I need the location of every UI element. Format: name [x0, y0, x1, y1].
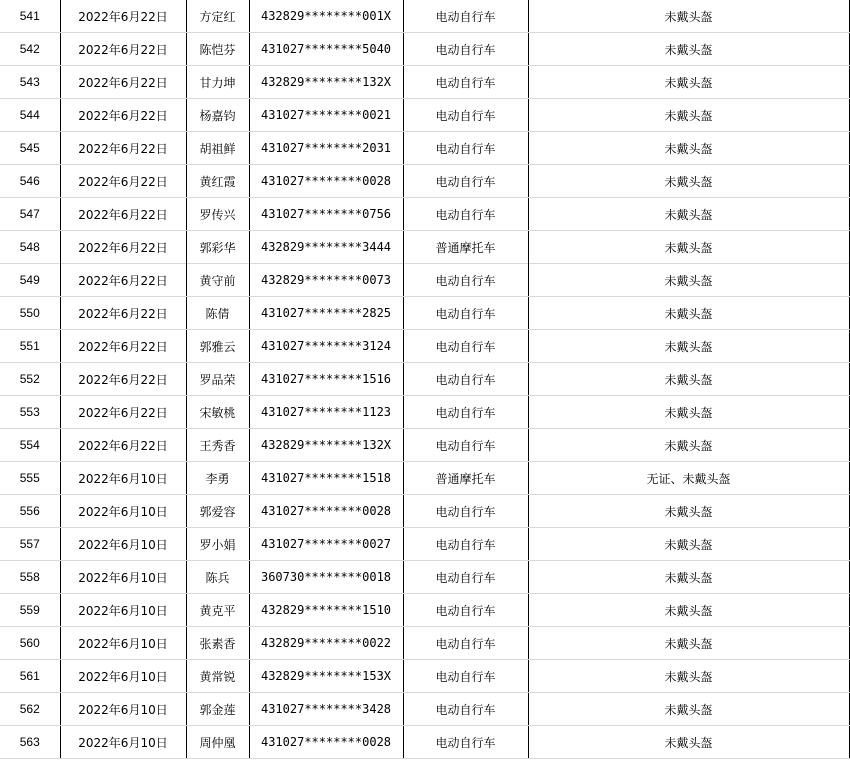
cell-violation[interactable]: 未戴头盔 [528, 132, 849, 165]
cell-person-name[interactable]: 郭爱容 [186, 495, 249, 528]
cell-record-number[interactable]: 562 [0, 693, 60, 726]
cell-violation[interactable]: 未戴头盔 [528, 330, 849, 363]
cell-person-name[interactable]: 陈倩 [186, 297, 249, 330]
cell-violation[interactable]: 未戴头盔 [528, 33, 849, 66]
cell-id-number[interactable]: 360730********0018 [249, 561, 403, 594]
cell-record-number[interactable]: 558 [0, 561, 60, 594]
cell-date[interactable]: 2022年6月10日 [60, 726, 186, 759]
cell-record-number[interactable]: 548 [0, 231, 60, 264]
cell-person-name[interactable]: 黄守前 [186, 264, 249, 297]
cell-person-name[interactable]: 李勇 [186, 462, 249, 495]
cell-id-number[interactable]: 431027********1123 [249, 396, 403, 429]
cell-vehicle-type[interactable]: 普通摩托车 [403, 231, 528, 264]
cell-record-number[interactable]: 557 [0, 528, 60, 561]
cell-violation[interactable]: 无证、未戴头盔 [528, 462, 849, 495]
cell-violation[interactable]: 未戴头盔 [528, 561, 849, 594]
table-row [0, 231, 849, 264]
cell-id-number[interactable]: 432829********0073 [249, 264, 403, 297]
cell-violation[interactable]: 未戴头盔 [528, 396, 849, 429]
cell-record-number[interactable]: 554 [0, 429, 60, 462]
cell-record-number[interactable]: 552 [0, 363, 60, 396]
cell-violation[interactable]: 未戴头盔 [528, 198, 849, 231]
cell-vehicle-type[interactable]: 电动自行车 [403, 297, 528, 330]
cell-person-name[interactable]: 甘力坤 [186, 66, 249, 99]
cell-vehicle-type[interactable]: 电动自行车 [403, 264, 528, 297]
cell-date[interactable]: 2022年6月22日 [60, 99, 186, 132]
cell-vehicle-type[interactable]: 电动自行车 [403, 693, 528, 726]
cell-record-number[interactable]: 553 [0, 396, 60, 429]
table-row [0, 363, 849, 396]
cell-date[interactable]: 2022年6月10日 [60, 627, 186, 660]
cell-record-number[interactable]: 556 [0, 495, 60, 528]
cell-date[interactable]: 2022年6月10日 [60, 693, 186, 726]
cell-id-number[interactable]: 431027********0021 [249, 99, 403, 132]
table-row [0, 165, 849, 198]
cell-person-name[interactable]: 黄克平 [186, 594, 249, 627]
cell-vehicle-type[interactable]: 电动自行车 [403, 99, 528, 132]
table-row [0, 33, 849, 66]
cell-violation[interactable]: 未戴头盔 [528, 594, 849, 627]
table-row [0, 99, 849, 132]
cell-vehicle-type[interactable]: 电动自行车 [403, 165, 528, 198]
cell-vehicle-type[interactable]: 电动自行车 [403, 0, 528, 33]
cell-vehicle-type[interactable]: 电动自行车 [403, 66, 528, 99]
cell-record-number[interactable]: 546 [0, 165, 60, 198]
cell-vehicle-type[interactable]: 电动自行车 [403, 198, 528, 231]
cell-vehicle-type[interactable]: 普通摩托车 [403, 462, 528, 495]
cell-vehicle-type[interactable]: 电动自行车 [403, 429, 528, 462]
cell-id-number[interactable]: 431027********0756 [249, 198, 403, 231]
cell-vehicle-type[interactable]: 电动自行车 [403, 660, 528, 693]
cell-violation[interactable]: 未戴头盔 [528, 66, 849, 99]
table-row [0, 594, 849, 627]
cell-violation[interactable]: 未戴头盔 [528, 429, 849, 462]
cell-person-name[interactable]: 王秀香 [186, 429, 249, 462]
cell-record-number[interactable]: 545 [0, 132, 60, 165]
table-row [0, 660, 849, 693]
cell-record-number[interactable]: 550 [0, 297, 60, 330]
table-row [0, 462, 849, 495]
table-row [0, 330, 849, 363]
cell-id-number[interactable]: 431027********3428 [249, 693, 403, 726]
cell-date[interactable]: 2022年6月10日 [60, 594, 186, 627]
cell-person-name[interactable]: 陈兵 [186, 561, 249, 594]
cell-date[interactable]: 2022年6月22日 [60, 33, 186, 66]
cell-person-name[interactable]: 罗传兴 [186, 198, 249, 231]
cell-id-number[interactable]: 431027********0028 [249, 165, 403, 198]
cell-id-number[interactable]: 431027********0028 [249, 495, 403, 528]
cell-id-number[interactable]: 432829********132X [249, 429, 403, 462]
cell-vehicle-type[interactable]: 电动自行车 [403, 495, 528, 528]
cell-date[interactable]: 2022年6月10日 [60, 462, 186, 495]
cell-violation[interactable]: 未戴头盔 [528, 0, 849, 33]
cell-vehicle-type[interactable]: 电动自行车 [403, 396, 528, 429]
cell-vehicle-type[interactable]: 电动自行车 [403, 594, 528, 627]
cell-id-number[interactable]: 431027********2825 [249, 297, 403, 330]
cell-id-number[interactable]: 431027********0028 [249, 726, 403, 759]
cell-violation[interactable]: 未戴头盔 [528, 363, 849, 396]
table-row [0, 297, 849, 330]
cell-violation[interactable]: 未戴头盔 [528, 693, 849, 726]
cell-date[interactable]: 2022年6月22日 [60, 132, 186, 165]
cell-person-name[interactable]: 郭金莲 [186, 693, 249, 726]
cell-record-number[interactable]: 555 [0, 462, 60, 495]
cell-id-number[interactable]: 431027********1518 [249, 462, 403, 495]
cell-violation[interactable]: 未戴头盔 [528, 297, 849, 330]
cell-person-name[interactable]: 罗小娟 [186, 528, 249, 561]
cell-vehicle-type[interactable]: 电动自行车 [403, 33, 528, 66]
cell-record-number[interactable]: 561 [0, 660, 60, 693]
cell-date[interactable]: 2022年6月22日 [60, 0, 186, 33]
cell-date[interactable]: 2022年6月22日 [60, 429, 186, 462]
table-row [0, 726, 849, 759]
table-row [0, 396, 849, 429]
cell-violation[interactable]: 未戴头盔 [528, 627, 849, 660]
cell-vehicle-type[interactable]: 电动自行车 [403, 363, 528, 396]
cell-violation[interactable]: 未戴头盔 [528, 231, 849, 264]
cell-date[interactable]: 2022年6月22日 [60, 297, 186, 330]
cell-id-number[interactable]: 432829********153X [249, 660, 403, 693]
cell-person-name[interactable]: 黄红霞 [186, 165, 249, 198]
cell-person-name[interactable]: 陈恺芬 [186, 33, 249, 66]
cell-date[interactable]: 2022年6月22日 [60, 66, 186, 99]
cell-record-number[interactable]: 560 [0, 627, 60, 660]
cell-violation[interactable]: 未戴头盔 [528, 495, 849, 528]
cell-id-number[interactable]: 432829********132X [249, 66, 403, 99]
cell-vehicle-type[interactable]: 电动自行车 [403, 528, 528, 561]
cell-person-name[interactable]: 杨嘉钧 [186, 99, 249, 132]
cell-record-number[interactable]: 542 [0, 33, 60, 66]
cell-date[interactable]: 2022年6月22日 [60, 330, 186, 363]
cell-date[interactable]: 2022年6月10日 [60, 495, 186, 528]
cell-date[interactable]: 2022年6月10日 [60, 561, 186, 594]
cell-vehicle-type[interactable]: 电动自行车 [403, 726, 528, 759]
table-row [0, 429, 849, 462]
cell-record-number[interactable]: 544 [0, 99, 60, 132]
cell-vehicle-type[interactable]: 电动自行车 [403, 330, 528, 363]
cell-id-number[interactable]: 432829********001X [249, 0, 403, 33]
table-row [0, 627, 849, 660]
cell-person-name[interactable]: 罗品荣 [186, 363, 249, 396]
cell-person-name[interactable]: 周仲凰 [186, 726, 249, 759]
cell-record-number[interactable]: 549 [0, 264, 60, 297]
table-row [0, 264, 849, 297]
cell-violation[interactable]: 未戴头盔 [528, 528, 849, 561]
cell-violation[interactable]: 未戴头盔 [528, 726, 849, 759]
cell-person-name[interactable]: 胡祖鲜 [186, 132, 249, 165]
cell-id-number[interactable]: 431027********2031 [249, 132, 403, 165]
cell-id-number[interactable]: 431027********3124 [249, 330, 403, 363]
table-row [0, 693, 849, 726]
cell-violation[interactable]: 未戴头盔 [528, 99, 849, 132]
cell-record-number[interactable]: 559 [0, 594, 60, 627]
cell-violation[interactable]: 未戴头盔 [528, 165, 849, 198]
table-row [0, 0, 849, 33]
cell-person-name[interactable]: 郭雅云 [186, 330, 249, 363]
table-row [0, 561, 849, 594]
cell-vehicle-type[interactable]: 电动自行车 [403, 627, 528, 660]
cell-record-number[interactable]: 547 [0, 198, 60, 231]
cell-date[interactable]: 2022年6月22日 [60, 165, 186, 198]
cell-record-number[interactable]: 563 [0, 726, 60, 759]
table-row [0, 66, 849, 99]
table-row [0, 528, 849, 561]
cell-vehicle-type[interactable]: 电动自行车 [403, 132, 528, 165]
table-row [0, 198, 849, 231]
cell-date[interactable]: 2022年6月10日 [60, 528, 186, 561]
cell-id-number[interactable]: 431027********5040 [249, 33, 403, 66]
cell-date[interactable]: 2022年6月22日 [60, 396, 186, 429]
cell-person-name[interactable]: 郭彩华 [186, 231, 249, 264]
cell-record-number[interactable]: 543 [0, 66, 60, 99]
cell-person-name[interactable]: 宋敏桃 [186, 396, 249, 429]
cell-date[interactable]: 2022年6月10日 [60, 660, 186, 693]
cell-vehicle-type[interactable]: 电动自行车 [403, 561, 528, 594]
cell-id-number[interactable]: 431027********1516 [249, 363, 403, 396]
cell-date[interactable]: 2022年6月22日 [60, 231, 186, 264]
cell-date[interactable]: 2022年6月22日 [60, 264, 186, 297]
cell-date[interactable]: 2022年6月22日 [60, 363, 186, 396]
cell-id-number[interactable]: 432829********3444 [249, 231, 403, 264]
cell-person-name[interactable]: 黄常锐 [186, 660, 249, 693]
table-row [0, 495, 849, 528]
cell-record-number[interactable]: 541 [0, 0, 60, 33]
cell-person-name[interactable]: 方定红 [186, 0, 249, 33]
cell-violation[interactable]: 未戴头盔 [528, 264, 849, 297]
cell-date[interactable]: 2022年6月22日 [60, 198, 186, 231]
cell-violation[interactable]: 未戴头盔 [528, 660, 849, 693]
cell-id-number[interactable]: 431027********0027 [249, 528, 403, 561]
table-row [0, 132, 849, 165]
cell-record-number[interactable]: 551 [0, 330, 60, 363]
cell-id-number[interactable]: 432829********1510 [249, 594, 403, 627]
cell-id-number[interactable]: 432829********0022 [249, 627, 403, 660]
cell-person-name[interactable]: 张素香 [186, 627, 249, 660]
